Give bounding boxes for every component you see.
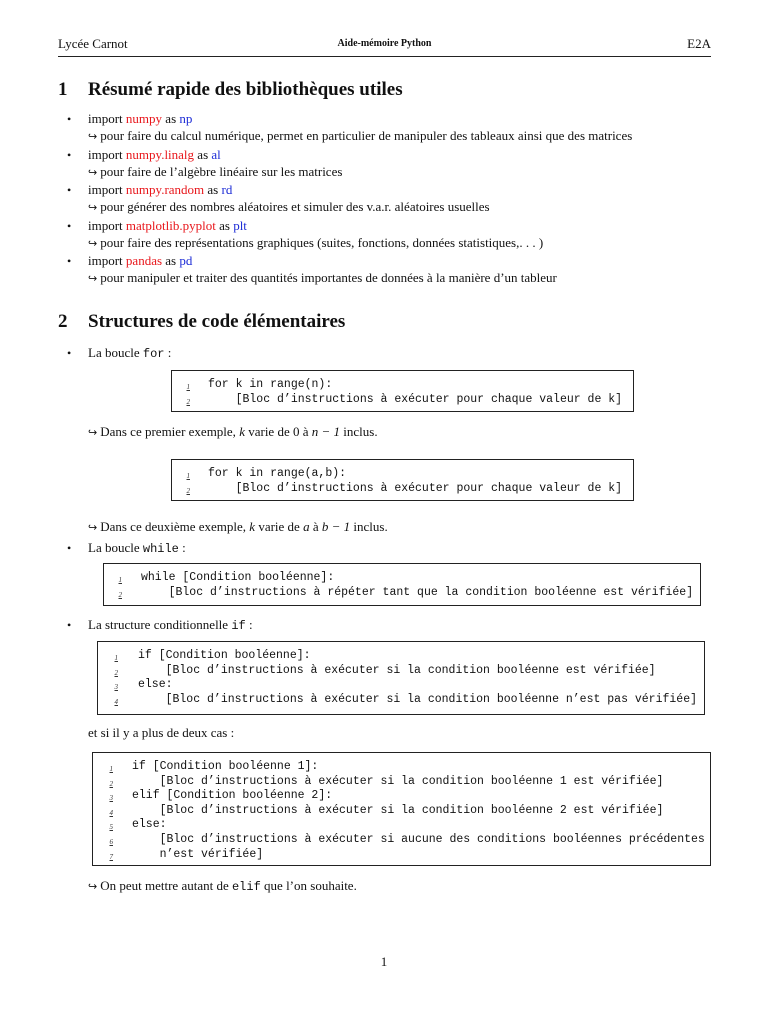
line-number: 2 (186, 397, 190, 406)
code-line: 7 n’est vérifiée] (93, 848, 710, 863)
code-line: 2 [Bloc d’instructions à exécuter pour chaque valeur de k] (172, 482, 633, 497)
item-description: ↪ pour faire du calcul numérique, permet en particulier de manipuler des tableaux ainsi que des matrices (88, 128, 633, 143)
code-block-for-2 (171, 459, 634, 501)
bullet-icon: • (67, 346, 72, 360)
bullet-icon: • (67, 618, 72, 632)
line-number: 1 (109, 765, 113, 773)
code-line: 4 [Bloc d’instructions à exécuter si la condition booléenne 2 est vérifiée] (93, 804, 710, 819)
line-number: 1 (118, 576, 122, 584)
item-description: ↪ pour générer des nombres aléatoires et simuler des v.a.r. aléatoires usuelles (88, 199, 490, 214)
code-line: 1 if [Condition booléenne 1]: (93, 760, 710, 775)
import-keyword: import (88, 218, 123, 233)
code-line: 5 else: (93, 818, 710, 833)
module-alias: al (211, 147, 221, 162)
import-keyword: import (88, 253, 123, 268)
inline-code: while (142, 542, 179, 556)
document-page: Lycée Carnot Aide-mémoire Python E2A 1 Résumé rapide des bibliothèques utiles • import numpy as np ↪ pour faire du calcul numérique, permet en particulier de manipuler des tableaux ainsi que des matrices • import numpy.linalg as al ↪ pour faire de l’algèbre linéaire sur les matrices • import numpy.random as rd ↪ pour générer des nombres aléatoires et simuler des v.a.r. aléatoires usuelles • import matplotlib.pyplot as plt ↪ pour faire des représentations graphiques (suites, fonctions, données statistiques,. . . ) • import pandas as pd ↪ pour manipuler et traiter des quantités importantes de données à la manière d’un tableur 2 Structures de code élémentaires • La boucle for : 1 for k in range(n): 2 [Bloc d’instructions à exécuter pour chaque valeur de k] ↪ Dans ce premier exemple, k varie de 0 à n − 1 inclus. 1 for k in range(a,b): 2 [Bloc d’instructions à exécuter pour chaque valeur de k] ↪ Dans ce deuxième exemple, k varie de a à b − 1 inclus. • La boucle while : 1 while [Condition booléenne]: 2 [Bloc d’instructions à répéter tant que la condition booléenne est vérifiée] • La structure conditionnelle if : 1 if [Condition booléenne]: 2 [Bloc d’instructions à exécuter si la condition booléenne est vérifiée] 3 else: 4 [Bloc d’instructions à exécuter si la condition booléenne n’est pas vérifiée] et si il y a plus de deux cas : 1 if [Condition booléenne 1]: 2 [Bloc d’instructions à exécuter si la condition booléenne 1 est vérifiée] 3 elif [Condition booléenne 2]: 4 [Bloc d’instructions à exécuter si la condition booléenne 2 est vérifiée] 5 else: 6 [Bloc d’instructions à exécuter si aucune des conditions booléennes précédentes 7 n’est vérifiée] ↪ On peut mettre autant de elif que l’on souhaite. 1 (0, 0, 768, 1024)
code-line: 4 [Bloc d’instructions à exécuter si la condition booléenne n’est pas vérifiée] (98, 693, 704, 708)
hook-arrow-icon: ↪ (88, 521, 98, 534)
line-number: 7 (109, 852, 113, 861)
hook-arrow-icon: ↪ (88, 426, 98, 439)
page-number: 1 (380, 954, 388, 969)
note-for-2: ↪ Dans ce deuxième exemple, k varie de a à b − 1 inclus. (88, 519, 388, 534)
code-line: 2 [Bloc d’instructions à exécuter si la condition booléenne 1 est vérifiée] (93, 775, 710, 790)
as-keyword: as (197, 147, 209, 162)
code-line: 2 [Bloc d’instructions à exécuter si la condition booléenne est vérifiée] (98, 664, 704, 679)
code-line: 1 for k in range(n): (172, 378, 633, 393)
header-school: Lycée Carnot (58, 36, 128, 51)
code-line: 1 if [Condition booléenne]: (98, 649, 704, 664)
module-name: matplotlib.pyplot (125, 218, 216, 233)
line-number: 6 (109, 837, 113, 846)
section-2-heading: Structures de code élémentaires (88, 311, 346, 332)
module-name: numpy.linalg (125, 147, 195, 162)
code-line: 3 elif [Condition booléenne 2]: (93, 789, 710, 804)
code-line: 2 [Bloc d’instructions à répéter tant que la condition booléenne est vérifiée] (104, 586, 700, 601)
line-number: 2 (118, 590, 122, 599)
import-keyword: import (88, 182, 123, 197)
section-2-number: 2 (58, 311, 68, 332)
page-header (58, 36, 711, 58)
as-keyword: as (219, 218, 230, 233)
code-line: 2 [Bloc d’instructions à exécuter pour chaque valeur de k] (172, 393, 633, 408)
line-number: 1 (186, 383, 190, 391)
import-keyword: import (88, 147, 123, 162)
as-keyword: as (165, 253, 177, 268)
bullet-icon: • (67, 183, 72, 197)
bullet-icon: • (67, 112, 72, 126)
hook-arrow-icon: ↪ (88, 130, 98, 143)
module-alias: plt (233, 218, 247, 233)
module-name: pandas (125, 253, 163, 268)
header-rule (58, 56, 711, 57)
item-description: ↪ pour faire des représentations graphiques (suites, fonctions, données statistiques,. . . ) (88, 235, 544, 250)
code-line: 1 for k in range(a,b): (172, 467, 633, 482)
inline-code: for (142, 347, 165, 361)
line-number: 4 (109, 808, 113, 817)
item-description: ↪ pour faire de l’algèbre linéaire sur les matrices (88, 164, 343, 179)
code-line: 6 [Bloc d’instructions à exécuter si aucune des conditions booléennes précédentes (93, 833, 710, 848)
header-class: E2A (687, 36, 711, 51)
code-block-if (97, 641, 705, 715)
hook-arrow-icon: ↪ (88, 272, 98, 285)
section-1-number: 1 (58, 79, 68, 100)
bullet-icon: • (67, 541, 72, 555)
code-block-for-1 (171, 370, 634, 412)
bullet-icon: • (67, 148, 72, 162)
note-for-1: ↪ Dans ce premier exemple, k varie de 0 à n − 1 inclus. (88, 424, 378, 439)
inline-code: if (231, 619, 246, 633)
as-keyword: as (207, 182, 219, 197)
header-title: Aide-mémoire Python (337, 38, 432, 49)
multi-case-intro: et si il y a plus de deux cas : (88, 725, 235, 740)
line-number: 3 (114, 683, 118, 692)
code-line: 3 else: (98, 678, 704, 693)
hook-arrow-icon: ↪ (88, 880, 98, 893)
line-number: 2 (114, 668, 118, 677)
item-description: ↪ pour manipuler et traiter des quantités importantes de données à la manière d’un tableur (88, 270, 557, 285)
import-keyword: import (88, 111, 123, 126)
section-1-heading: Résumé rapide des bibliothèques utiles (88, 79, 403, 100)
inline-code: elif (231, 880, 261, 894)
bullet-icon: • (67, 219, 72, 233)
code-block-while (103, 563, 701, 606)
module-name: numpy (125, 111, 163, 126)
module-name: numpy.random (125, 182, 205, 197)
as-keyword: as (165, 111, 177, 126)
line-number: 3 (109, 794, 113, 803)
module-alias: pd (179, 253, 193, 268)
hook-arrow-icon: ↪ (88, 237, 98, 250)
final-note: ↪ On peut mettre autant de elif que l’on souhaite. (88, 878, 357, 894)
section-2-title (58, 311, 345, 333)
line-number: 1 (114, 654, 118, 662)
hook-arrow-icon: ↪ (88, 201, 98, 214)
module-alias: rd (221, 182, 233, 197)
line-number: 2 (109, 779, 113, 788)
bullet-icon: • (67, 254, 72, 268)
code-block-elif (92, 752, 711, 866)
module-alias: np (179, 111, 193, 126)
section-1-title (58, 79, 403, 101)
line-number: 4 (114, 697, 118, 706)
line-number: 5 (109, 823, 113, 832)
line-number: 2 (186, 486, 190, 495)
hook-arrow-icon: ↪ (88, 166, 98, 179)
code-line: 1 while [Condition booléenne]: (104, 571, 700, 586)
line-number: 1 (186, 472, 190, 480)
